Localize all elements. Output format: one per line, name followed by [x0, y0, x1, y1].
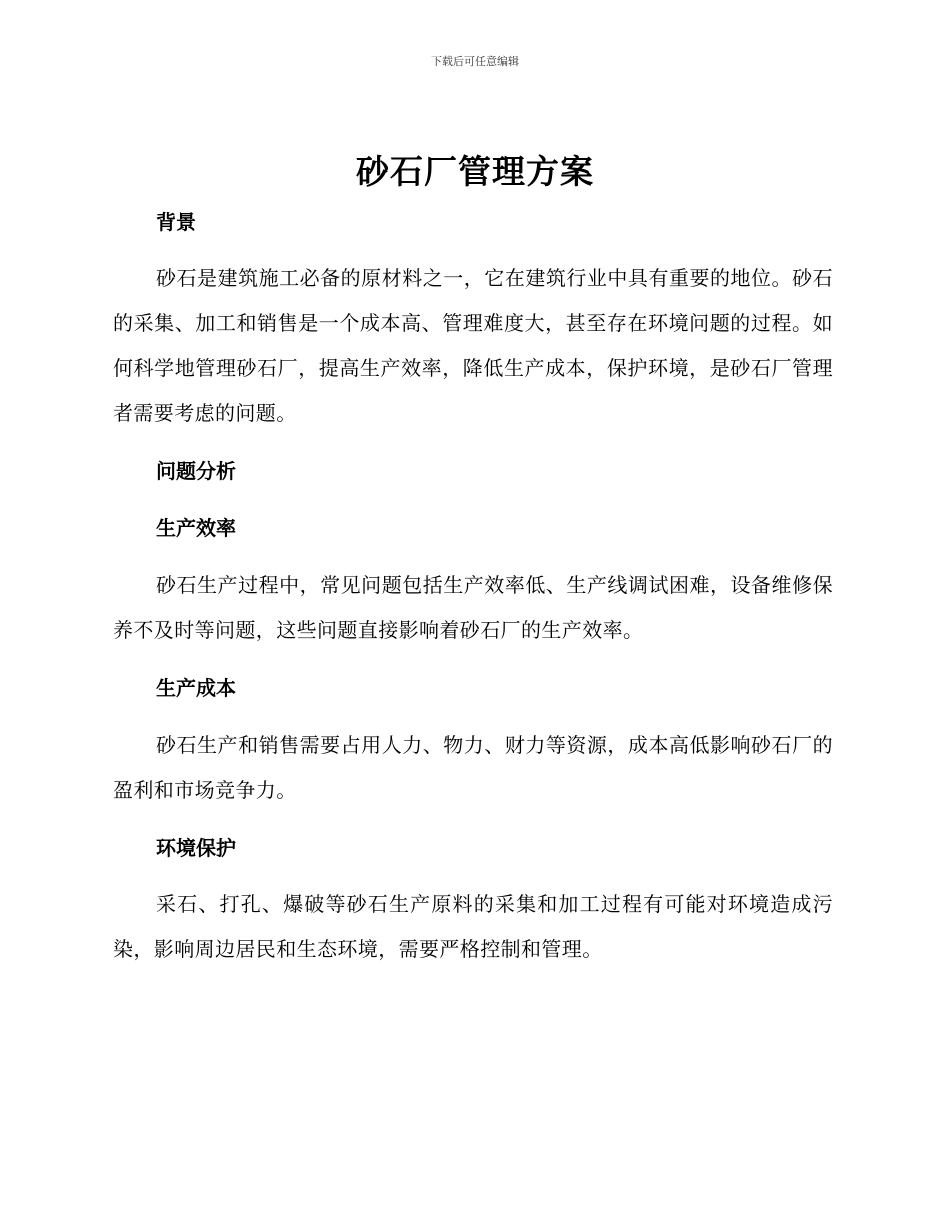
- document-title: 砂石厂管理方案: [356, 152, 594, 191]
- header-note: 下载后可任意编辑: [431, 55, 519, 68]
- heading-production-efficiency: 生产效率: [156, 516, 236, 540]
- heading-production-cost: 生产成本: [156, 676, 236, 700]
- paragraph-background: 砂石是建筑施工必备的原材料之一，它在建筑行业中具有重要的地位。砂石的采集、加工和销售是一个成本高、管理难度大，甚至存在环境问题的过程。如何科学地管理砂石厂，提高生产效率，降低生产成本，保护环境，是砂石厂管理者需要考虑的问题。: [113, 266, 833, 425]
- paragraph-production-efficiency: 砂石生产过程中，常见问题包括生产效率低、生产线调试困难，设备维修保养不及时等问题，这些问题直接影响着砂石厂的生产效率。: [113, 573, 833, 642]
- heading-background: 背景: [156, 210, 196, 234]
- heading-problem-analysis: 问题分析: [156, 459, 236, 483]
- paragraph-environmental-protection: 采石、打孔、爆破等砂石生产原料的采集和加工过程有可能对环境造成污染，影响周边居民和生态环境，需要严格控制和管理。: [113, 892, 833, 961]
- paragraph-production-cost: 砂石生产和销售需要占用人力、物力、财力等资源，成本高低影响砂石厂的盈利和市场竞争力。: [113, 733, 833, 802]
- heading-environmental-protection: 环境保护: [156, 836, 236, 860]
